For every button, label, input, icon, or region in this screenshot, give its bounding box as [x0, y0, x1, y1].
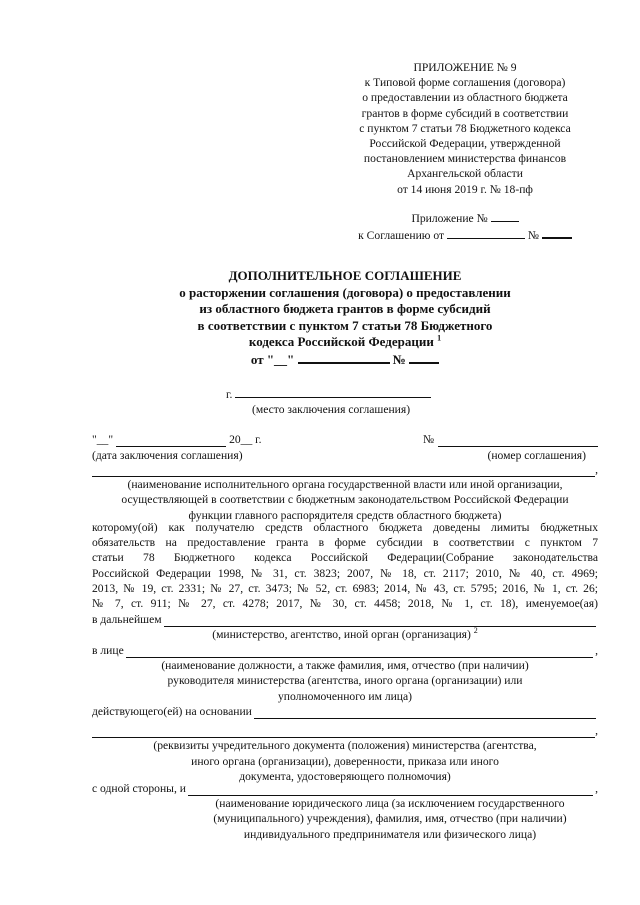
date-year: 20__ г.	[229, 433, 262, 446]
title-date-line	[60, 351, 630, 369]
organization-blank[interactable]	[92, 464, 595, 477]
acting-blank[interactable]	[254, 706, 596, 719]
paragraph-line: 2013, № 19, ст. 2331; № 27, ст. 3473; № 52, ст. 6983; 2014, № 43, ст. 5795; 2016, № 1, ст. 26;	[92, 581, 598, 595]
appendix-line: от 14 июня 2019 г. № 18-пф	[397, 182, 533, 196]
date-month-blank[interactable]	[116, 435, 226, 447]
agreement-date-blank[interactable]	[447, 227, 525, 239]
appendix-line: постановлением министерства финансов	[363, 152, 567, 166]
paragraph-line: обязательств на предоставление гранта в форме субсидии в соответствии с пунктом 7	[92, 536, 598, 550]
requisites-caption: иного органа (организации), доверенности, приказа или иного	[191, 754, 499, 768]
number-sign: №	[422, 433, 434, 446]
footnote-marker: 2	[473, 626, 478, 636]
date-number-row	[92, 432, 598, 463]
legal-caption: (наименование юридического лица (за исключением государственного	[215, 797, 565, 811]
in-person-label: в лице	[92, 644, 124, 657]
org-caption: функции главного распорядителя средств областного бюджета)	[188, 508, 502, 522]
paragraph-line: Российской Федерации 1998, № 31, ст. 3823; 2007, № 18, ст. 2117; 2010, № 40, ст. 4969;	[92, 566, 598, 580]
ministry-caption: (министерство, агентство, иной орган (организация)	[212, 628, 471, 642]
acting-basis-field: действующего(ей) на основании , (реквизиты учредительного документа (положения) министерства (агентства, иного органа (организации), доверенности, приказа или иного документа, удостоверяющего полномочия)	[92, 705, 598, 783]
paragraph-line: № 7, ст. 911; № 27, ст. 4278; 2017, № 30, ст. 4458; 2018, № 1, ст. 18), именуемое(ая)	[92, 597, 598, 611]
one-side-label: с одной стороны, и	[92, 782, 186, 795]
place-block	[160, 386, 560, 417]
title-line: о расторжении соглашения (договора) о предоставлении	[179, 284, 511, 300]
appendix-line: грантов в форме субсидий в соответствии	[361, 106, 569, 120]
number-sign: №	[527, 229, 539, 243]
position-caption: уполномоченного им лица)	[277, 689, 413, 703]
in-person-blank[interactable]	[126, 645, 593, 658]
date-quote: "__"	[92, 433, 114, 446]
appendix-line: Российской Федерации, утвержденной	[369, 137, 561, 151]
attachment-reference	[300, 210, 630, 243]
place-caption: (место заключения соглашения)	[252, 403, 411, 417]
one-side-blank[interactable]	[188, 783, 593, 796]
position-caption: (наименование должности, а также фамилия, имя, отчество (при наличии)	[161, 659, 529, 673]
place-prefix: г.	[226, 388, 233, 401]
paragraph-line: статьи 78 Бюджетного кодекса Российской Федерации(Собрание законодательства	[92, 551, 598, 565]
paragraph-line: которому(ой) как получателю средств областного бюджета доведены лимиты бюджетных	[92, 521, 598, 534]
attachment-number-line	[300, 210, 630, 226]
place-blank[interactable]	[235, 386, 431, 398]
org-caption: (наименование исполнительного органа государственной власти или иной организации,	[127, 478, 563, 492]
document-title	[60, 268, 630, 368]
legal-paragraph	[92, 520, 598, 611]
acting-label: действующего(ей) на основании	[92, 705, 252, 718]
requisites-caption: (реквизиты учредительного документа (положения) министерства (агентства,	[153, 739, 537, 753]
date-caption: (дата заключения соглашения)	[92, 449, 243, 463]
appendix-header	[300, 60, 630, 197]
title-number-blank[interactable]	[409, 351, 439, 364]
agreement-label: к Соглашению от	[358, 229, 445, 243]
legal-caption: (муниципального) учреждения), фамилия, имя, отчество (при наличии)	[213, 812, 567, 826]
place-line	[160, 386, 560, 402]
date-prefix: от "__"	[250, 351, 295, 367]
org-caption: осуществляющей в соответствии с бюджетным законодательством Российской Федерации	[121, 493, 569, 507]
hereinafter-label: в дальнейшем	[92, 613, 162, 626]
number-sign: №	[392, 351, 406, 367]
agreement-number-field[interactable]	[438, 435, 598, 447]
attachment-label: Приложение №	[411, 212, 488, 225]
appendix-line: с пунктом 7 статьи 78 Бюджетного кодекса	[359, 121, 571, 135]
attachment-number-blank[interactable]	[491, 210, 519, 222]
appendix-line: Архангельской области	[407, 167, 523, 181]
title-line: из областного бюджета грантов в форме субсидий	[199, 301, 491, 316]
organization-field: , (наименование исполнительного органа государственной власти или иной организации, осуществляющей в соответствии с бюджетным законодательством Российской Федерации функции главного распорядителя средств областного бюджета)	[92, 462, 598, 523]
hereinafter-field	[92, 612, 598, 642]
one-side-field: с одной стороны, и , (наименование юридического лица (за исключением государственного (муниципального) учреждения), фамилия, имя, отчество (при наличии) индивидуального предпринимателя или физического лица)	[92, 782, 598, 841]
title-line: в соответствии с пунктом 7 статьи 78 Бюджетного	[197, 317, 493, 333]
requisites-caption: документа, удостоверяющего полномочия)	[239, 769, 451, 783]
number-caption: (номер соглашения)	[487, 449, 586, 463]
footnote-marker: 1	[437, 333, 442, 343]
agreement-number-blank[interactable]	[542, 226, 572, 239]
appendix-line: ПРИЛОЖЕНИЕ № 9	[413, 61, 517, 74]
appendix-line: к Типовой форме соглашения (договора)	[364, 76, 566, 90]
title-line: кодекса Российской Федерации	[248, 334, 434, 349]
in-person-field: в лице , (наименование должности, а также фамилия, имя, отчество (при наличии) руководителя министерства (агентства, иного органа (организации) или уполномоченного им лица)	[92, 644, 598, 703]
position-caption: руководителя министерства (агентства, иного органа (организации) или	[167, 674, 523, 688]
hereinafter-blank[interactable]	[164, 614, 596, 627]
title-line: ДОПОЛНИТЕЛЬНОЕ СОГЛАШЕНИЕ	[228, 268, 462, 283]
appendix-line: о предоставлении из областного бюджета	[362, 91, 568, 105]
legal-caption: индивидуального предпринимателя или физического лица)	[243, 827, 537, 841]
title-line-with-footnote	[60, 334, 630, 351]
agreement-ref-line	[300, 226, 630, 243]
title-month-blank[interactable]	[298, 351, 390, 364]
acting-blank-2[interactable]	[92, 725, 595, 738]
ministry-caption-line	[92, 627, 598, 642]
